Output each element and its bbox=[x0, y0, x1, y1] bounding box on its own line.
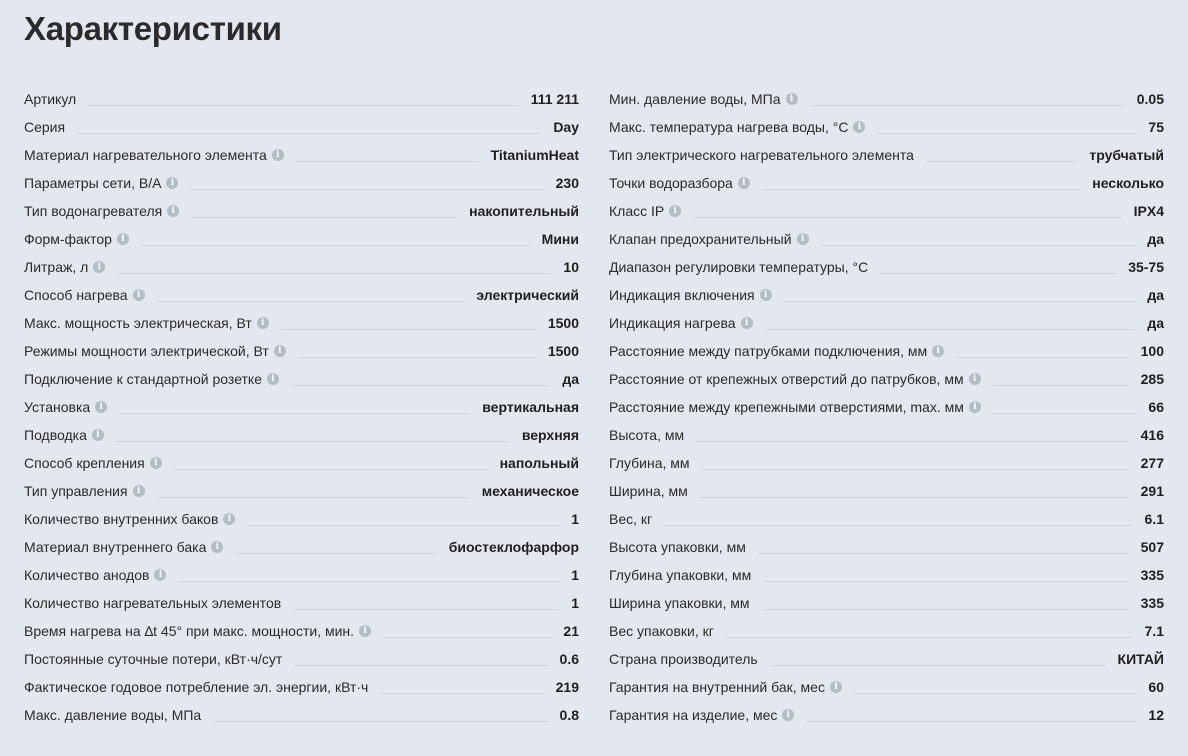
spec-row bbox=[609, 449, 1164, 477]
spec-row bbox=[24, 113, 579, 141]
spec-row bbox=[609, 197, 1164, 225]
leader-line bbox=[178, 581, 559, 582]
spec-value: TitaniumHeat bbox=[490, 147, 579, 163]
spec-label: Страна производитель bbox=[609, 651, 758, 667]
spec-label: Вес, кг bbox=[609, 511, 653, 527]
spec-row bbox=[609, 701, 1164, 729]
spec-label: Режимы мощности электрической, Вт bbox=[24, 343, 269, 359]
spec-value: 219 bbox=[555, 679, 579, 695]
spec-label-group bbox=[24, 595, 281, 611]
spec-value: Day bbox=[553, 119, 579, 135]
leader-line bbox=[702, 469, 1129, 470]
leader-line bbox=[926, 161, 1077, 162]
leader-line bbox=[157, 301, 465, 302]
spec-value: 0.05 bbox=[1136, 91, 1164, 107]
spec-label: Ширина упаковки, мм bbox=[609, 595, 750, 611]
leader-line bbox=[880, 273, 1116, 274]
leader-line bbox=[296, 161, 479, 162]
spec-label-group bbox=[609, 91, 798, 107]
spec-label-group bbox=[609, 651, 758, 667]
leader-line bbox=[762, 189, 1080, 190]
spec-value: да bbox=[1147, 287, 1164, 303]
info-icon[interactable]: i bbox=[95, 401, 107, 413]
spec-label-group bbox=[609, 175, 750, 191]
spec-label: Тип электрического нагревательного элемента bbox=[609, 147, 914, 163]
leader-line bbox=[993, 385, 1129, 386]
spec-label-group bbox=[609, 343, 944, 359]
spec-label-group bbox=[609, 231, 809, 247]
spec-label: Тип управления bbox=[24, 483, 128, 499]
leader-line bbox=[191, 217, 457, 218]
leader-line bbox=[293, 609, 559, 610]
spec-label: Установка bbox=[24, 399, 91, 415]
spec-label: Материал нагревательного элемента bbox=[24, 147, 267, 163]
spec-label: Способ нагрева bbox=[24, 287, 128, 303]
spec-row bbox=[24, 533, 579, 561]
spec-row bbox=[24, 85, 579, 113]
spec-row bbox=[24, 141, 579, 169]
spec-label: Индикация нагрева bbox=[609, 315, 736, 331]
spec-row bbox=[24, 589, 579, 617]
spec-row bbox=[609, 253, 1164, 281]
spec-label-group bbox=[609, 707, 794, 723]
info-icon[interactable]: i bbox=[257, 317, 269, 329]
spec-value: 66 bbox=[1148, 399, 1164, 415]
info-icon[interactable]: i bbox=[669, 205, 681, 217]
spec-label: Гарантия на внутренний бак, мес bbox=[609, 679, 825, 695]
info-icon[interactable]: i bbox=[92, 429, 104, 441]
spec-label-group bbox=[609, 399, 981, 415]
spec-row bbox=[24, 393, 579, 421]
leader-line bbox=[810, 105, 1125, 106]
spec-label-group bbox=[24, 371, 279, 387]
spec-label-group bbox=[24, 399, 107, 415]
leader-line bbox=[763, 581, 1128, 582]
spec-label-group bbox=[609, 287, 772, 303]
spec-row bbox=[24, 561, 579, 589]
spec-label: Точки водоразбора bbox=[609, 175, 733, 191]
spec-row bbox=[609, 309, 1164, 337]
spec-label: Подключение к стандартной розетке bbox=[24, 371, 262, 387]
spec-row bbox=[24, 645, 579, 673]
spec-label: Диапазон регулировки температуры, °С bbox=[609, 259, 869, 275]
spec-label: Расстояние между крепежными отверстиями, max. мм bbox=[609, 399, 964, 415]
spec-value: IPX4 bbox=[1133, 203, 1164, 219]
spec-label: Макс. мощность электрическая, Вт bbox=[24, 315, 252, 331]
info-icon[interactable]: i bbox=[150, 457, 162, 469]
spec-label-group bbox=[609, 315, 753, 331]
spec-label-group bbox=[609, 595, 750, 611]
spec-row bbox=[24, 365, 579, 393]
spec-row bbox=[609, 673, 1164, 701]
spec-label-group bbox=[609, 371, 981, 387]
spec-row bbox=[609, 533, 1164, 561]
spec-value: 1500 bbox=[547, 315, 579, 331]
spec-label-group bbox=[609, 511, 652, 527]
spec-label-group bbox=[24, 427, 104, 443]
leader-line bbox=[726, 637, 1133, 638]
leader-line bbox=[383, 637, 551, 638]
spec-label-group bbox=[24, 567, 166, 583]
spec-row bbox=[609, 505, 1164, 533]
spec-value: да bbox=[1147, 231, 1164, 247]
spec-row bbox=[24, 673, 579, 701]
info-icon[interactable]: i bbox=[223, 513, 235, 525]
leader-line bbox=[117, 273, 551, 274]
spec-label: Клапан предохранительный bbox=[609, 231, 792, 247]
info-icon[interactable]: i bbox=[133, 289, 145, 301]
spec-label-group bbox=[24, 231, 129, 247]
spec-label-group bbox=[609, 567, 751, 583]
spec-value: 291 bbox=[1140, 483, 1164, 499]
info-icon[interactable]: i bbox=[853, 121, 865, 133]
leader-line bbox=[235, 553, 436, 554]
leader-line bbox=[294, 665, 547, 666]
info-icon[interactable]: i bbox=[359, 625, 371, 637]
leader-line bbox=[877, 133, 1136, 134]
spec-row bbox=[24, 701, 579, 729]
spec-label: Ширина, мм bbox=[609, 483, 688, 499]
spec-label-group bbox=[609, 455, 690, 471]
spec-label-group bbox=[24, 483, 145, 499]
spec-label-group bbox=[24, 343, 286, 359]
spec-value: 335 bbox=[1140, 567, 1164, 583]
leader-line bbox=[854, 693, 1136, 694]
spec-value: 7.1 bbox=[1144, 623, 1164, 639]
leader-line bbox=[693, 217, 1121, 218]
info-icon[interactable]: i bbox=[786, 93, 798, 105]
spec-value: трубчатый bbox=[1089, 147, 1164, 163]
spec-row bbox=[24, 477, 579, 505]
spec-row bbox=[609, 365, 1164, 393]
spec-value: Мини bbox=[541, 231, 579, 247]
spec-label: Количество анодов bbox=[24, 567, 150, 583]
leader-line bbox=[696, 441, 1129, 442]
leader-line bbox=[784, 301, 1136, 302]
info-icon[interactable]: i bbox=[211, 541, 223, 553]
info-icon[interactable]: i bbox=[830, 681, 842, 693]
spec-row bbox=[24, 253, 579, 281]
spec-label-group bbox=[24, 679, 368, 695]
spec-label-group bbox=[24, 707, 201, 723]
spec-value: 21 bbox=[563, 623, 579, 639]
spec-label: Индикация включения bbox=[609, 287, 755, 303]
spec-label-group bbox=[24, 175, 178, 191]
info-icon[interactable]: i bbox=[741, 317, 753, 329]
spec-label: Макс. температура нагрева воды, °С bbox=[609, 119, 849, 135]
leader-line bbox=[190, 189, 543, 190]
spec-value: 285 bbox=[1140, 371, 1164, 387]
spec-value: механическое bbox=[481, 483, 579, 499]
leader-line bbox=[806, 721, 1136, 722]
info-icon[interactable]: i bbox=[932, 345, 944, 357]
spec-value: 1500 bbox=[547, 343, 579, 359]
spec-label: Тип водонагревателя bbox=[24, 203, 163, 219]
leader-line bbox=[141, 245, 530, 246]
spec-value: 416 bbox=[1140, 427, 1164, 443]
spec-label-group bbox=[24, 259, 105, 275]
spec-row bbox=[24, 337, 579, 365]
spec-value: 0.6 bbox=[559, 651, 579, 667]
leader-line bbox=[700, 497, 1129, 498]
spec-row bbox=[24, 309, 579, 337]
leader-line bbox=[758, 553, 1129, 554]
leader-line bbox=[380, 693, 543, 694]
spec-label-group bbox=[24, 91, 76, 107]
spec-label-group bbox=[609, 539, 746, 555]
spec-value: 507 bbox=[1140, 539, 1164, 555]
leader-line bbox=[762, 609, 1129, 610]
spec-value: 75 bbox=[1148, 119, 1164, 135]
info-icon[interactable]: i bbox=[154, 569, 166, 581]
leader-line bbox=[247, 525, 559, 526]
spec-label: Параметры сети, В/А bbox=[24, 175, 162, 191]
leader-line bbox=[119, 413, 470, 414]
spec-label-group bbox=[24, 651, 282, 667]
spec-value: 6.1 bbox=[1144, 511, 1164, 527]
spec-label: Расстояние между патрубками подключения, мм bbox=[609, 343, 928, 359]
spec-row bbox=[609, 589, 1164, 617]
spec-row bbox=[609, 85, 1164, 113]
spec-label-group bbox=[609, 147, 914, 163]
info-icon[interactable]: i bbox=[760, 289, 772, 301]
spec-value: 12 bbox=[1148, 707, 1164, 723]
leader-line bbox=[213, 721, 547, 722]
info-icon[interactable]: i bbox=[133, 485, 145, 497]
spec-row bbox=[609, 617, 1164, 645]
leader-line bbox=[765, 329, 1136, 330]
spec-row bbox=[609, 225, 1164, 253]
spec-value: накопительный bbox=[469, 203, 579, 219]
info-icon[interactable]: i bbox=[738, 177, 750, 189]
info-icon[interactable]: i bbox=[274, 345, 286, 357]
info-icon[interactable]: i bbox=[267, 373, 279, 385]
spec-label: Глубина, мм bbox=[609, 455, 690, 471]
spec-value: вертикальная bbox=[482, 399, 579, 415]
spec-row bbox=[609, 421, 1164, 449]
leader-line bbox=[291, 385, 550, 386]
spec-label-group bbox=[24, 119, 65, 135]
spec-value: электрический bbox=[476, 287, 579, 303]
spec-row bbox=[24, 449, 579, 477]
leader-line bbox=[298, 357, 536, 358]
spec-label: Высота упаковки, мм bbox=[609, 539, 746, 555]
info-icon[interactable]: i bbox=[969, 373, 981, 385]
spec-row bbox=[609, 281, 1164, 309]
spec-label: Гарантия на изделие, мес bbox=[609, 707, 778, 723]
spec-value: 100 bbox=[1140, 343, 1164, 359]
spec-label: Артикул bbox=[24, 91, 77, 107]
spec-label-group bbox=[24, 455, 162, 471]
spec-label: Высота, мм bbox=[609, 427, 685, 443]
spec-label: Форм-фактор bbox=[24, 231, 112, 247]
leader-line bbox=[77, 133, 541, 134]
spec-row bbox=[24, 505, 579, 533]
info-icon[interactable]: i bbox=[166, 177, 178, 189]
spec-row bbox=[609, 561, 1164, 589]
spec-label: Подводка bbox=[24, 427, 87, 443]
spec-label-group bbox=[24, 147, 284, 163]
spec-label-group bbox=[609, 259, 868, 275]
spec-row bbox=[24, 617, 579, 645]
spec-label-group bbox=[609, 679, 842, 695]
spec-value: 35-75 bbox=[1128, 259, 1164, 275]
leader-line bbox=[956, 357, 1129, 358]
spec-label-group bbox=[24, 623, 371, 639]
spec-label: Фактическое годовое потребление эл. энергии, кВт·ч bbox=[24, 679, 369, 695]
spec-label-group bbox=[24, 511, 235, 527]
leader-line bbox=[993, 413, 1137, 414]
spec-value: напольный bbox=[499, 455, 579, 471]
spec-value: биостеклофарфор bbox=[448, 539, 579, 555]
spec-row bbox=[609, 169, 1164, 197]
spec-row bbox=[609, 645, 1164, 673]
spec-row bbox=[609, 393, 1164, 421]
spec-label: Способ крепления bbox=[24, 455, 145, 471]
spec-row bbox=[24, 421, 579, 449]
spec-row bbox=[24, 281, 579, 309]
spec-value: да bbox=[562, 371, 579, 387]
spec-value: 277 bbox=[1140, 455, 1164, 471]
info-icon[interactable]: i bbox=[969, 401, 981, 413]
spec-value: 230 bbox=[555, 175, 579, 191]
spec-label: Время нагрева на ∆t 45° при макс. мощности, мин. bbox=[24, 623, 355, 639]
leader-line bbox=[157, 497, 470, 498]
leader-line bbox=[174, 469, 488, 470]
spec-label: Литраж, л bbox=[24, 259, 89, 275]
spec-value: да bbox=[1147, 315, 1164, 331]
spec-label-group bbox=[24, 539, 223, 555]
spec-label: Глубина упаковки, мм bbox=[609, 567, 752, 583]
spec-value: КИТАЙ bbox=[1117, 651, 1164, 667]
spec-label-group bbox=[609, 483, 688, 499]
spec-label: Вес упаковки, кг bbox=[609, 623, 714, 639]
spec-value: 60 bbox=[1148, 679, 1164, 695]
spec-row bbox=[609, 337, 1164, 365]
leader-line bbox=[821, 245, 1136, 246]
spec-value: 111 211 bbox=[530, 91, 579, 107]
page-title: Характеристики bbox=[24, 10, 282, 47]
spec-value: 1 bbox=[571, 567, 579, 583]
spec-label: Макс. давление воды, МПа bbox=[24, 707, 202, 723]
leader-line bbox=[664, 525, 1132, 526]
leader-line bbox=[88, 105, 519, 106]
spec-label-group bbox=[609, 427, 684, 443]
spec-label-group bbox=[609, 203, 681, 219]
spec-value: 335 bbox=[1140, 595, 1164, 611]
spec-row bbox=[24, 197, 579, 225]
leader-line bbox=[281, 329, 536, 330]
spec-label: Количество нагревательных элементов bbox=[24, 595, 282, 611]
spec-label: Постоянные суточные потери, кВт·ч/сут bbox=[24, 651, 283, 667]
spec-label: Количество внутренних баков bbox=[24, 511, 219, 527]
spec-label: Мин. давление воды, МПа bbox=[609, 91, 781, 107]
spec-label: Класс IP bbox=[609, 203, 665, 219]
info-icon[interactable]: i bbox=[272, 149, 284, 161]
spec-label: Серия bbox=[24, 119, 66, 135]
spec-label-group bbox=[609, 623, 714, 639]
spec-label-group bbox=[609, 119, 865, 135]
leader-line bbox=[116, 441, 510, 442]
spec-row bbox=[24, 225, 579, 253]
info-icon[interactable]: i bbox=[797, 233, 809, 245]
specs-column-left bbox=[24, 85, 579, 729]
spec-row bbox=[609, 141, 1164, 169]
spec-label-group bbox=[24, 287, 145, 303]
info-icon[interactable]: i bbox=[93, 261, 105, 273]
spec-value: 0.8 bbox=[559, 707, 579, 723]
spec-value: верхняя bbox=[521, 427, 579, 443]
spec-row bbox=[24, 169, 579, 197]
spec-value: 1 bbox=[571, 511, 579, 527]
leader-line bbox=[770, 665, 1106, 666]
specs-column-right bbox=[609, 85, 1164, 729]
info-icon[interactable]: i bbox=[167, 205, 179, 217]
spec-row bbox=[609, 113, 1164, 141]
spec-value: 1 bbox=[571, 595, 579, 611]
spec-label: Расстояние от крепежных отверстий до патрубков, мм bbox=[609, 371, 964, 387]
info-icon[interactable]: i bbox=[782, 709, 794, 721]
spec-value: 10 bbox=[563, 259, 579, 275]
spec-row bbox=[609, 477, 1164, 505]
spec-label-group bbox=[24, 203, 179, 219]
spec-label: Материал внутреннего бака bbox=[24, 539, 207, 555]
info-icon[interactable]: i bbox=[117, 233, 129, 245]
spec-label-group bbox=[24, 315, 269, 331]
spec-value: несколько bbox=[1092, 175, 1164, 191]
